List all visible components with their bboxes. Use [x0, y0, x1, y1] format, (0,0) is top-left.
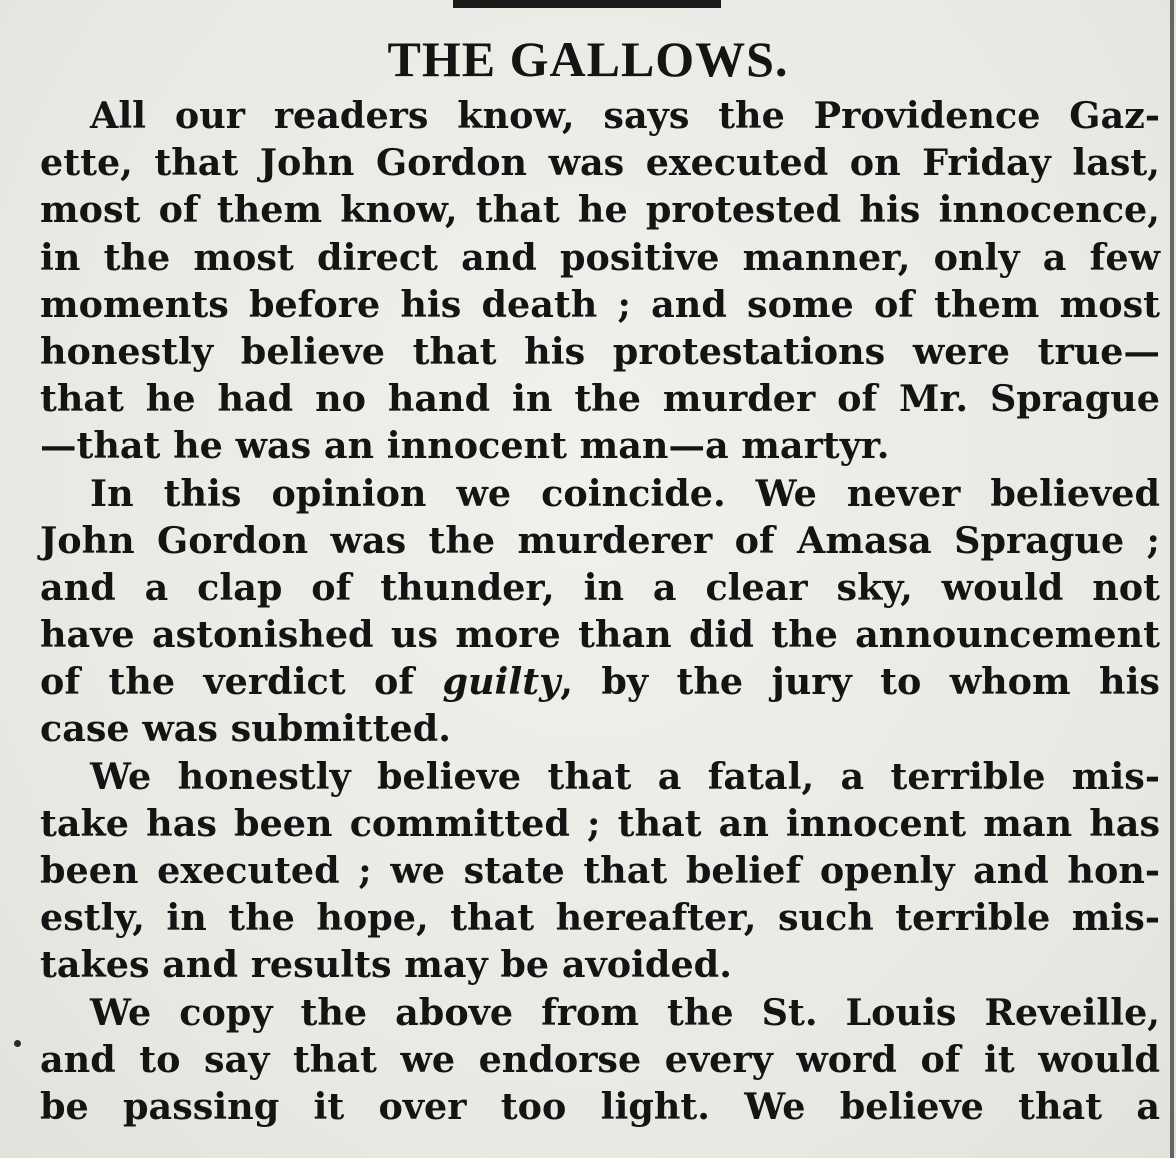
text-line: John Gordon was the murderer of Amasa Sprague ;	[40, 518, 1160, 562]
text-line: case was submitted.	[40, 707, 451, 751]
text-line: We honestly believe that a fatal, a terrible mis-	[90, 754, 1160, 798]
text-segment: of the verdict of	[40, 660, 443, 704]
article-paragraph	[40, 92, 1160, 470]
column-rule	[1170, 0, 1174, 1158]
headline: THE GALLOWS.	[387, 31, 789, 87]
text-line: All our readers know, says the Providence Gaz-	[90, 94, 1160, 137]
text-line: —that he was an innocent man—a martyr.	[40, 424, 890, 468]
text-line: takes and results may be avoided.	[40, 943, 732, 987]
text-line: been executed ; we state that belief openly and hon-	[40, 849, 1160, 892]
text-line: ette, that John Gordon was executed on Friday last,	[40, 141, 1160, 185]
article-body	[40, 92, 1160, 1130]
text-line: in the most direct and positive manner, only a few	[40, 235, 1160, 279]
text-line: have astonished us more than did the announcement	[40, 613, 1160, 657]
top-rule	[453, 0, 721, 8]
article-paragraph	[40, 753, 1160, 989]
italic-word: guilty	[442, 660, 561, 704]
text-line: estly, in the hope, that hereafter, such terrible mis-	[40, 896, 1160, 940]
text-line: most of them know, that he protested his innocence,	[40, 188, 1160, 232]
article-paragraph	[40, 470, 1160, 753]
text-line: We copy the above from the St. Louis Reveille,	[90, 990, 1160, 1034]
ink-fleck	[14, 1040, 21, 1047]
text-line: be passing it over too light. We believe that a	[40, 1084, 1160, 1128]
text-line: and a clap of thunder, in a clear sky, would not	[40, 565, 1160, 609]
text-line: In this opinion we coincide. We never believed	[90, 471, 1160, 515]
text-line: take has been committed ; that an innocent man has	[40, 801, 1160, 845]
text-line: honestly believe that his protestations were true—	[40, 329, 1160, 373]
text-line: moments before his death ; and some of them most	[40, 282, 1160, 326]
text-line: that he had no hand in the murder of Mr. Sprague	[40, 377, 1160, 421]
article-paragraph	[40, 989, 1160, 1131]
text-line: and to say that we endorse every word of it would	[40, 1037, 1160, 1081]
text-line	[40, 658, 1160, 705]
text-segment: , by the jury to whom his	[560, 660, 1160, 704]
